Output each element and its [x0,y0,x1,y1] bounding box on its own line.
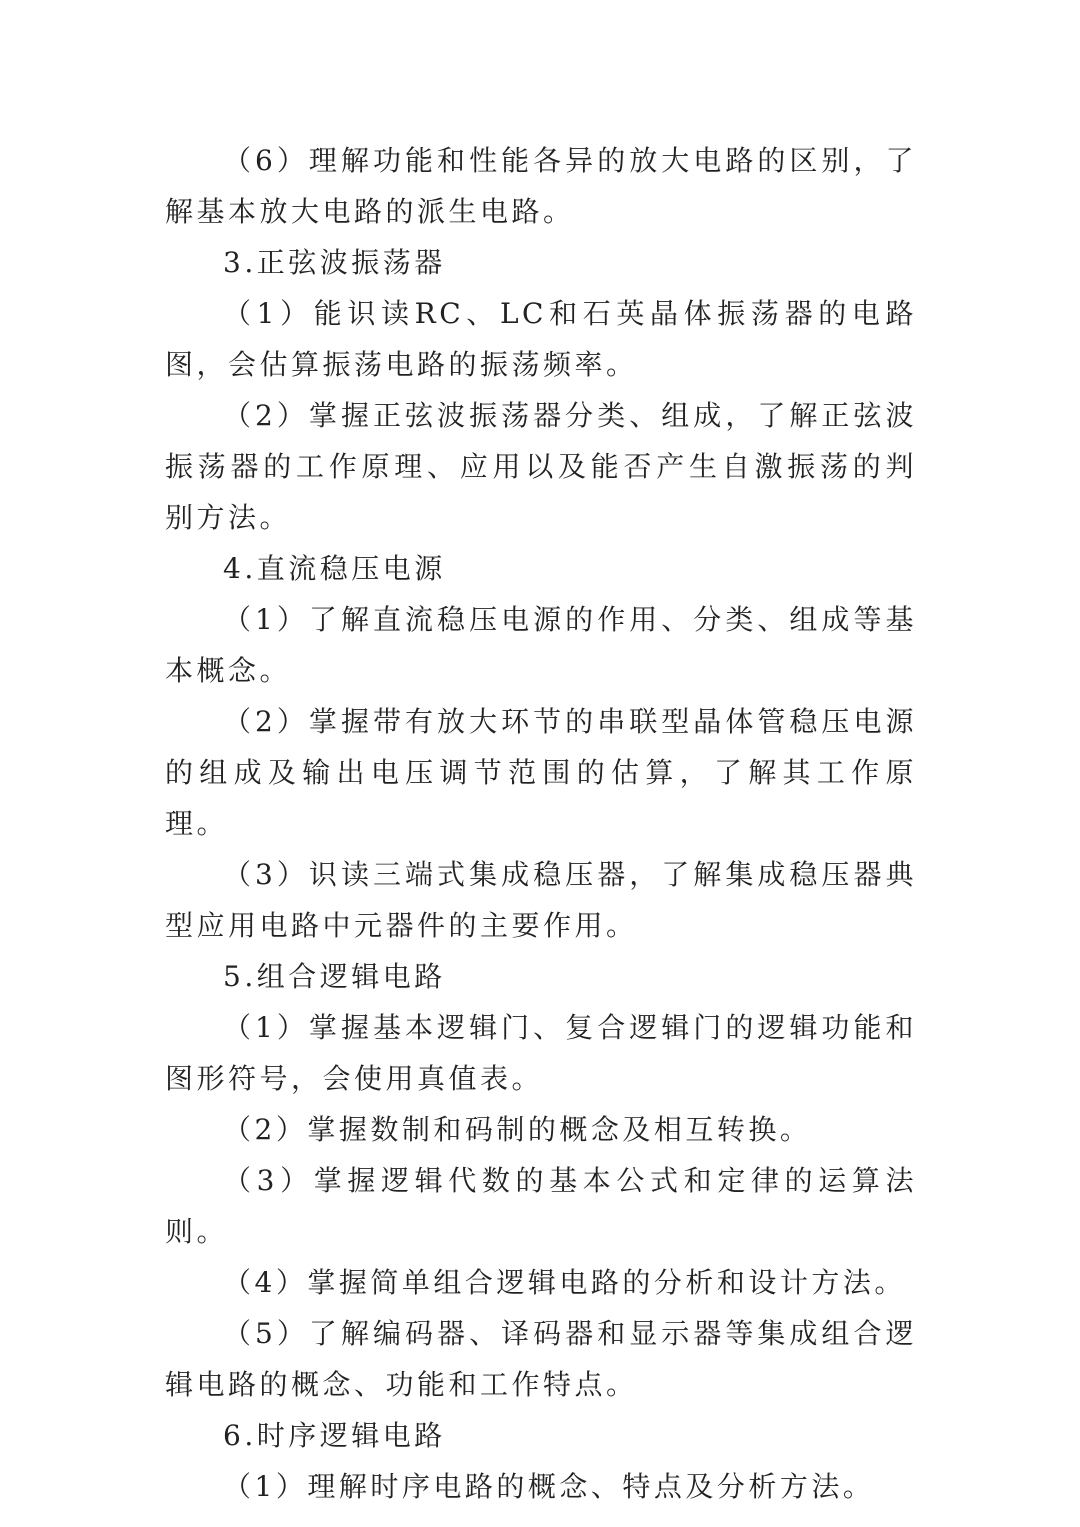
paragraph-item: （2）掌握正弦波振荡器分类、组成，了解正弦波振荡器的工作原理、应用以及能否产生自激振荡的判别方法。 [165,399,917,534]
paragraph-item: （1）理解时序电路的概念、特点及分析方法。 [223,1470,875,1503]
paragraph-item: （4）掌握简单组合逻辑电路的分析和设计方法。 [223,1266,906,1299]
paragraph-item: （1）了解直流稳压电源的作用、分类、组成等基本概念。 [165,603,917,687]
section-heading: 3.正弦波振荡器 [223,246,446,279]
paragraph-item: （3）掌握逻辑代数的基本公式和定律的运算法则。 [165,1164,917,1248]
paragraph-item: （1）掌握基本逻辑门、复合逻辑门的逻辑功能和图形符号，会使用真值表。 [165,1011,917,1095]
document-body [165,135,917,1512]
paragraph-item: （2）掌握带有放大环节的串联型晶体管稳压电源的组成及输出电压调节范围的估算，了解其工作原理。 [165,705,917,840]
paragraph-item: （3）识读三端式集成稳压器，了解集成稳压器典型应用电路中元器件的主要作用。 [165,858,917,942]
section-heading: 4.直流稳压电源 [223,552,446,585]
paragraph-item: （6）理解功能和性能各异的放大电路的区别，了解基本放大电路的派生电路。 [165,144,917,228]
section-heading: 6.时序逻辑电路 [223,1419,446,1452]
paragraph-item: （1）能识读RC、LC和石英晶体振荡器的电路图，会估算振荡电路的振荡频率。 [165,297,917,381]
section-heading: 5.组合逻辑电路 [223,960,446,993]
paragraph-item: （5）了解编码器、译码器和显示器等集成组合逻辑电路的概念、功能和工作特点。 [165,1317,917,1401]
paragraph-item: （2）掌握数制和码制的概念及相互转换。 [223,1113,812,1146]
